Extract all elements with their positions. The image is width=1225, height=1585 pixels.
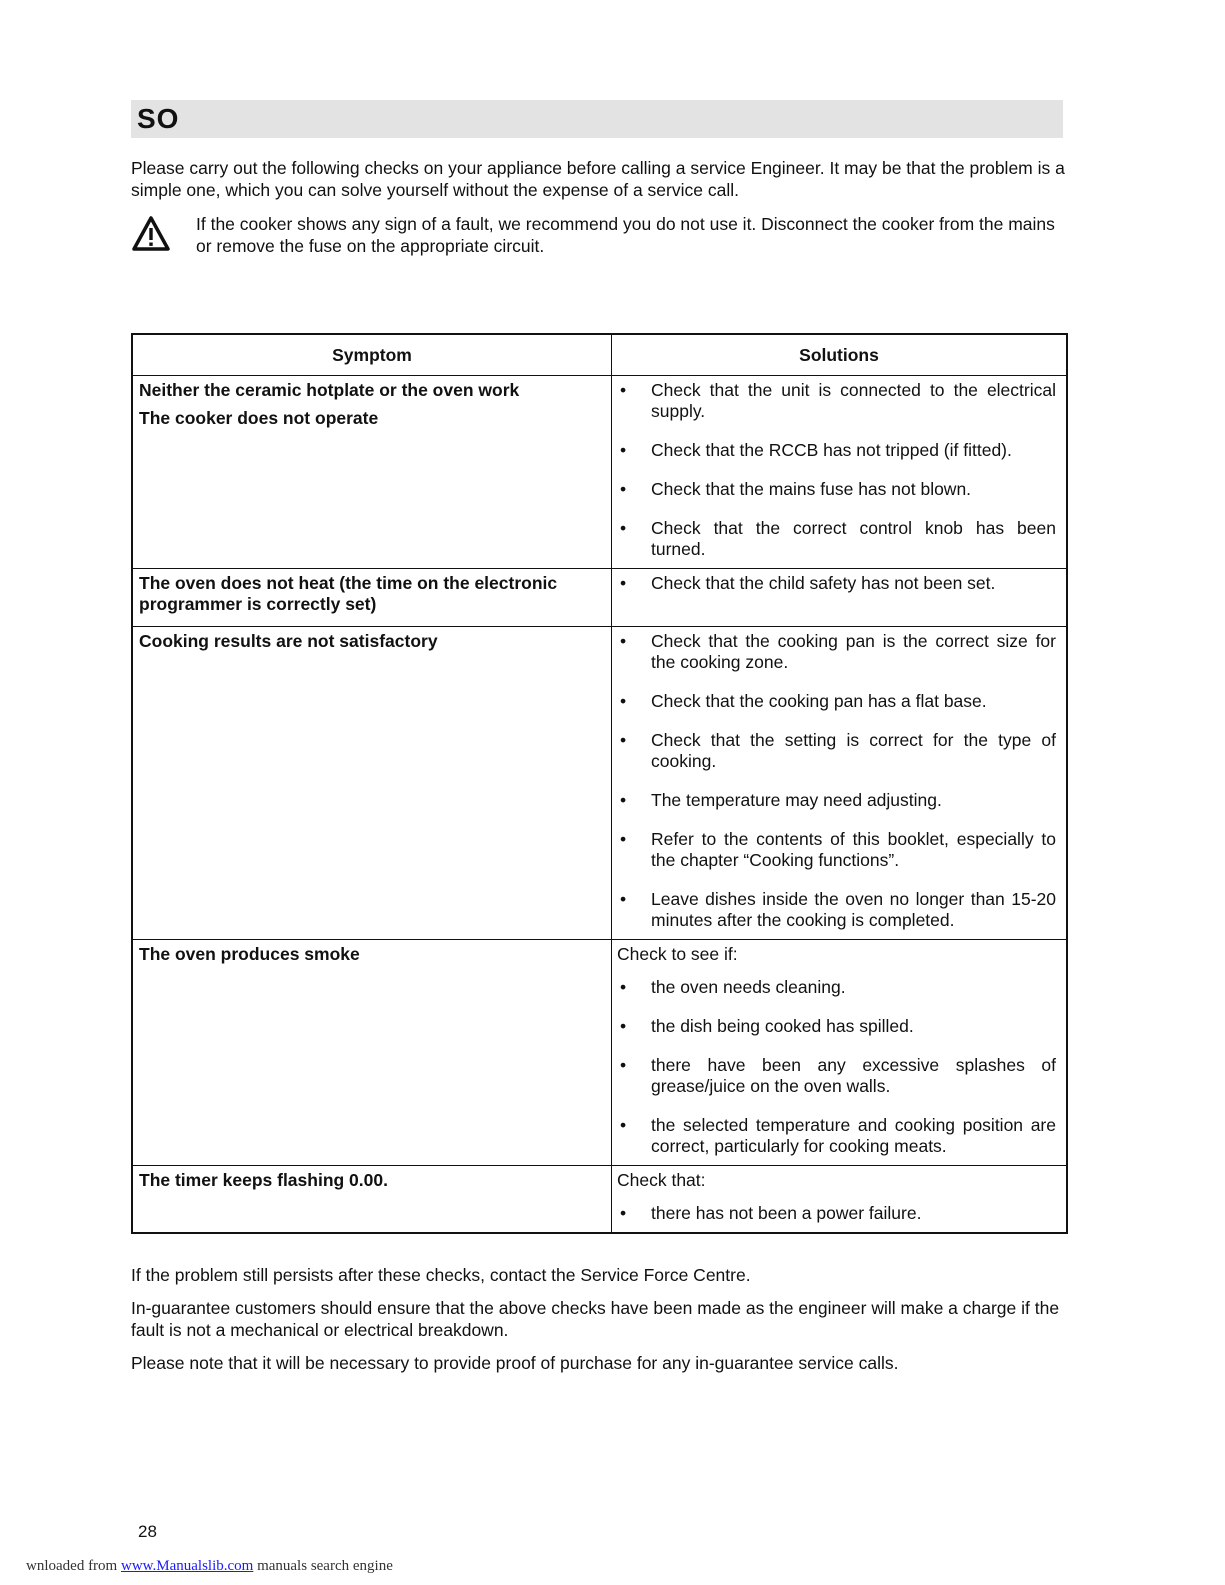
page-number: 28	[138, 1522, 157, 1541]
troubleshooting-table	[131, 333, 1068, 1234]
footer-prefix: wnloaded from	[26, 1558, 121, 1574]
bullet-icon: •	[620, 790, 627, 810]
solution-text: there have been any excessive splashes of grease/juice on the oven walls.	[651, 1055, 1056, 1096]
bullet-icon: •	[620, 1016, 627, 1036]
solution-item	[617, 479, 1056, 500]
solutions-cell	[612, 940, 1068, 1166]
symptom-text: Neither the ceramic hotplate or the oven work	[139, 380, 520, 400]
bullet-icon: •	[620, 573, 627, 593]
solution-text: Check that the child safety has not been set.	[651, 573, 996, 593]
closing-paragraph: In-guarantee customers should ensure that the above checks have been made as the engineer will make a charge if the fault is not a mechanical or electrical breakdown.	[131, 1298, 1060, 1340]
symptom-text: The timer keeps flashing 0.00.	[139, 1170, 388, 1190]
symptom-column-header: Symptom	[132, 334, 612, 376]
table-row	[132, 376, 1067, 569]
solution-text: Check that the unit is connected to the electrical supply.	[651, 380, 1056, 421]
solution-text: the selected temperature and cooking position are correct, particularly for cooking meats.	[651, 1115, 1056, 1156]
solution-text: Check that the cooking pan is the correct size for the cooking zone.	[651, 631, 1056, 672]
symptom-text: The cooker does not operate	[139, 408, 379, 428]
warning-triangle-icon	[131, 215, 171, 253]
solution-text: the dish being cooked has spilled.	[651, 1016, 914, 1036]
download-footer	[26, 1558, 393, 1575]
solution-text: Check that the cooking pan has a flat base.	[651, 691, 987, 711]
symptom-cell	[132, 1166, 612, 1234]
solution-text: there has not been a power failure.	[651, 1203, 922, 1223]
solution-text: Check that the setting is correct for the type of cooking.	[651, 730, 1056, 771]
closing-paragraph: Please note that it will be necessary to provide proof of purchase for any in-guarantee service calls.	[131, 1353, 899, 1373]
solution-item	[617, 573, 1056, 594]
bullet-icon: •	[620, 479, 627, 499]
symptom-cell	[132, 376, 612, 569]
table-header-row	[132, 334, 1067, 376]
table-row	[132, 940, 1067, 1166]
solutions-cell	[612, 569, 1068, 627]
bullet-icon: •	[620, 730, 627, 750]
bullet-icon: •	[620, 829, 627, 849]
bullet-icon: •	[620, 631, 627, 651]
solution-text: Check that the RCCB has not tripped (if fitted).	[651, 440, 1012, 460]
section-heading: SO	[137, 103, 180, 134]
symptom-cell	[132, 569, 612, 627]
closing-notes	[131, 1264, 1066, 1385]
bullet-icon: •	[620, 380, 627, 400]
manualslib-link[interactable]: www.Manualslib.com	[120, 1558, 254, 1574]
solution-item	[617, 380, 1056, 422]
solution-text: Check that the mains fuse has not blown.	[651, 479, 972, 499]
bullet-icon: •	[620, 1055, 627, 1075]
symptom-text: Cooking results are not satisfactory	[139, 631, 438, 651]
closing-paragraph: If the problem still persists after these checks, contact the Service Force Centre.	[131, 1265, 751, 1285]
solutions-intro: Check that:	[617, 1170, 706, 1190]
symptom-text: The oven does not heat (the time on the electronic programmer is correctly set)	[139, 573, 558, 614]
solution-item	[617, 691, 1056, 712]
solution-text: Check that the correct control knob has been turned.	[651, 518, 1056, 559]
footer-suffix: manuals search engine	[253, 1558, 393, 1574]
bullet-icon: •	[620, 1203, 627, 1223]
symptom-cell	[132, 940, 612, 1166]
solution-item	[617, 1055, 1056, 1097]
bullet-icon: •	[620, 518, 627, 538]
solution-item	[617, 631, 1056, 673]
bullet-icon: •	[620, 977, 627, 997]
bullet-icon: •	[620, 691, 627, 711]
solution-text: the oven needs cleaning.	[651, 977, 846, 997]
solutions-intro: Check to see if:	[617, 944, 738, 964]
solutions-cell	[612, 376, 1068, 569]
solution-item	[617, 977, 1056, 998]
solution-item	[617, 518, 1056, 560]
solutions-cell	[612, 1166, 1068, 1234]
solution-item	[617, 829, 1056, 871]
solution-text: Leave dishes inside the oven no longer than 15-20 minutes after the cooking is completed.	[651, 889, 1056, 930]
solution-item	[617, 889, 1056, 931]
table-body	[132, 376, 1067, 1234]
solution-item	[617, 730, 1056, 772]
symptom-text: The oven produces smoke	[139, 944, 360, 964]
solution-item	[617, 1203, 1056, 1224]
solution-text: Refer to the contents of this booklet, especially to the chapter “Cooking functions”.	[651, 829, 1056, 870]
solution-item	[617, 1115, 1056, 1157]
table-row	[132, 569, 1067, 627]
symptom-cell	[132, 627, 612, 940]
intro-paragraph: Please carry out the following checks on your appliance before calling a service Engineer. It may be that the problem is a simple one, which you can solve yourself without the expense of a service call.	[131, 158, 1065, 200]
table-row	[132, 1166, 1067, 1234]
section-heading-bar	[131, 100, 1063, 138]
solutions-cell	[612, 627, 1068, 940]
bullet-icon: •	[620, 889, 627, 909]
solutions-column-header: Solutions	[612, 334, 1068, 376]
solution-item	[617, 1016, 1056, 1037]
bullet-icon: •	[620, 1115, 627, 1135]
solution-item	[617, 790, 1056, 811]
solution-text: The temperature may need adjusting.	[651, 790, 942, 810]
solution-item	[617, 440, 1056, 461]
table-row	[132, 627, 1067, 940]
warning-text: If the cooker shows any sign of a fault, we recommend you do not use it. Disconnect the cooker from the mains or remove the fuse on the appropriate circuit.	[196, 214, 1055, 256]
bullet-icon: •	[620, 440, 627, 460]
